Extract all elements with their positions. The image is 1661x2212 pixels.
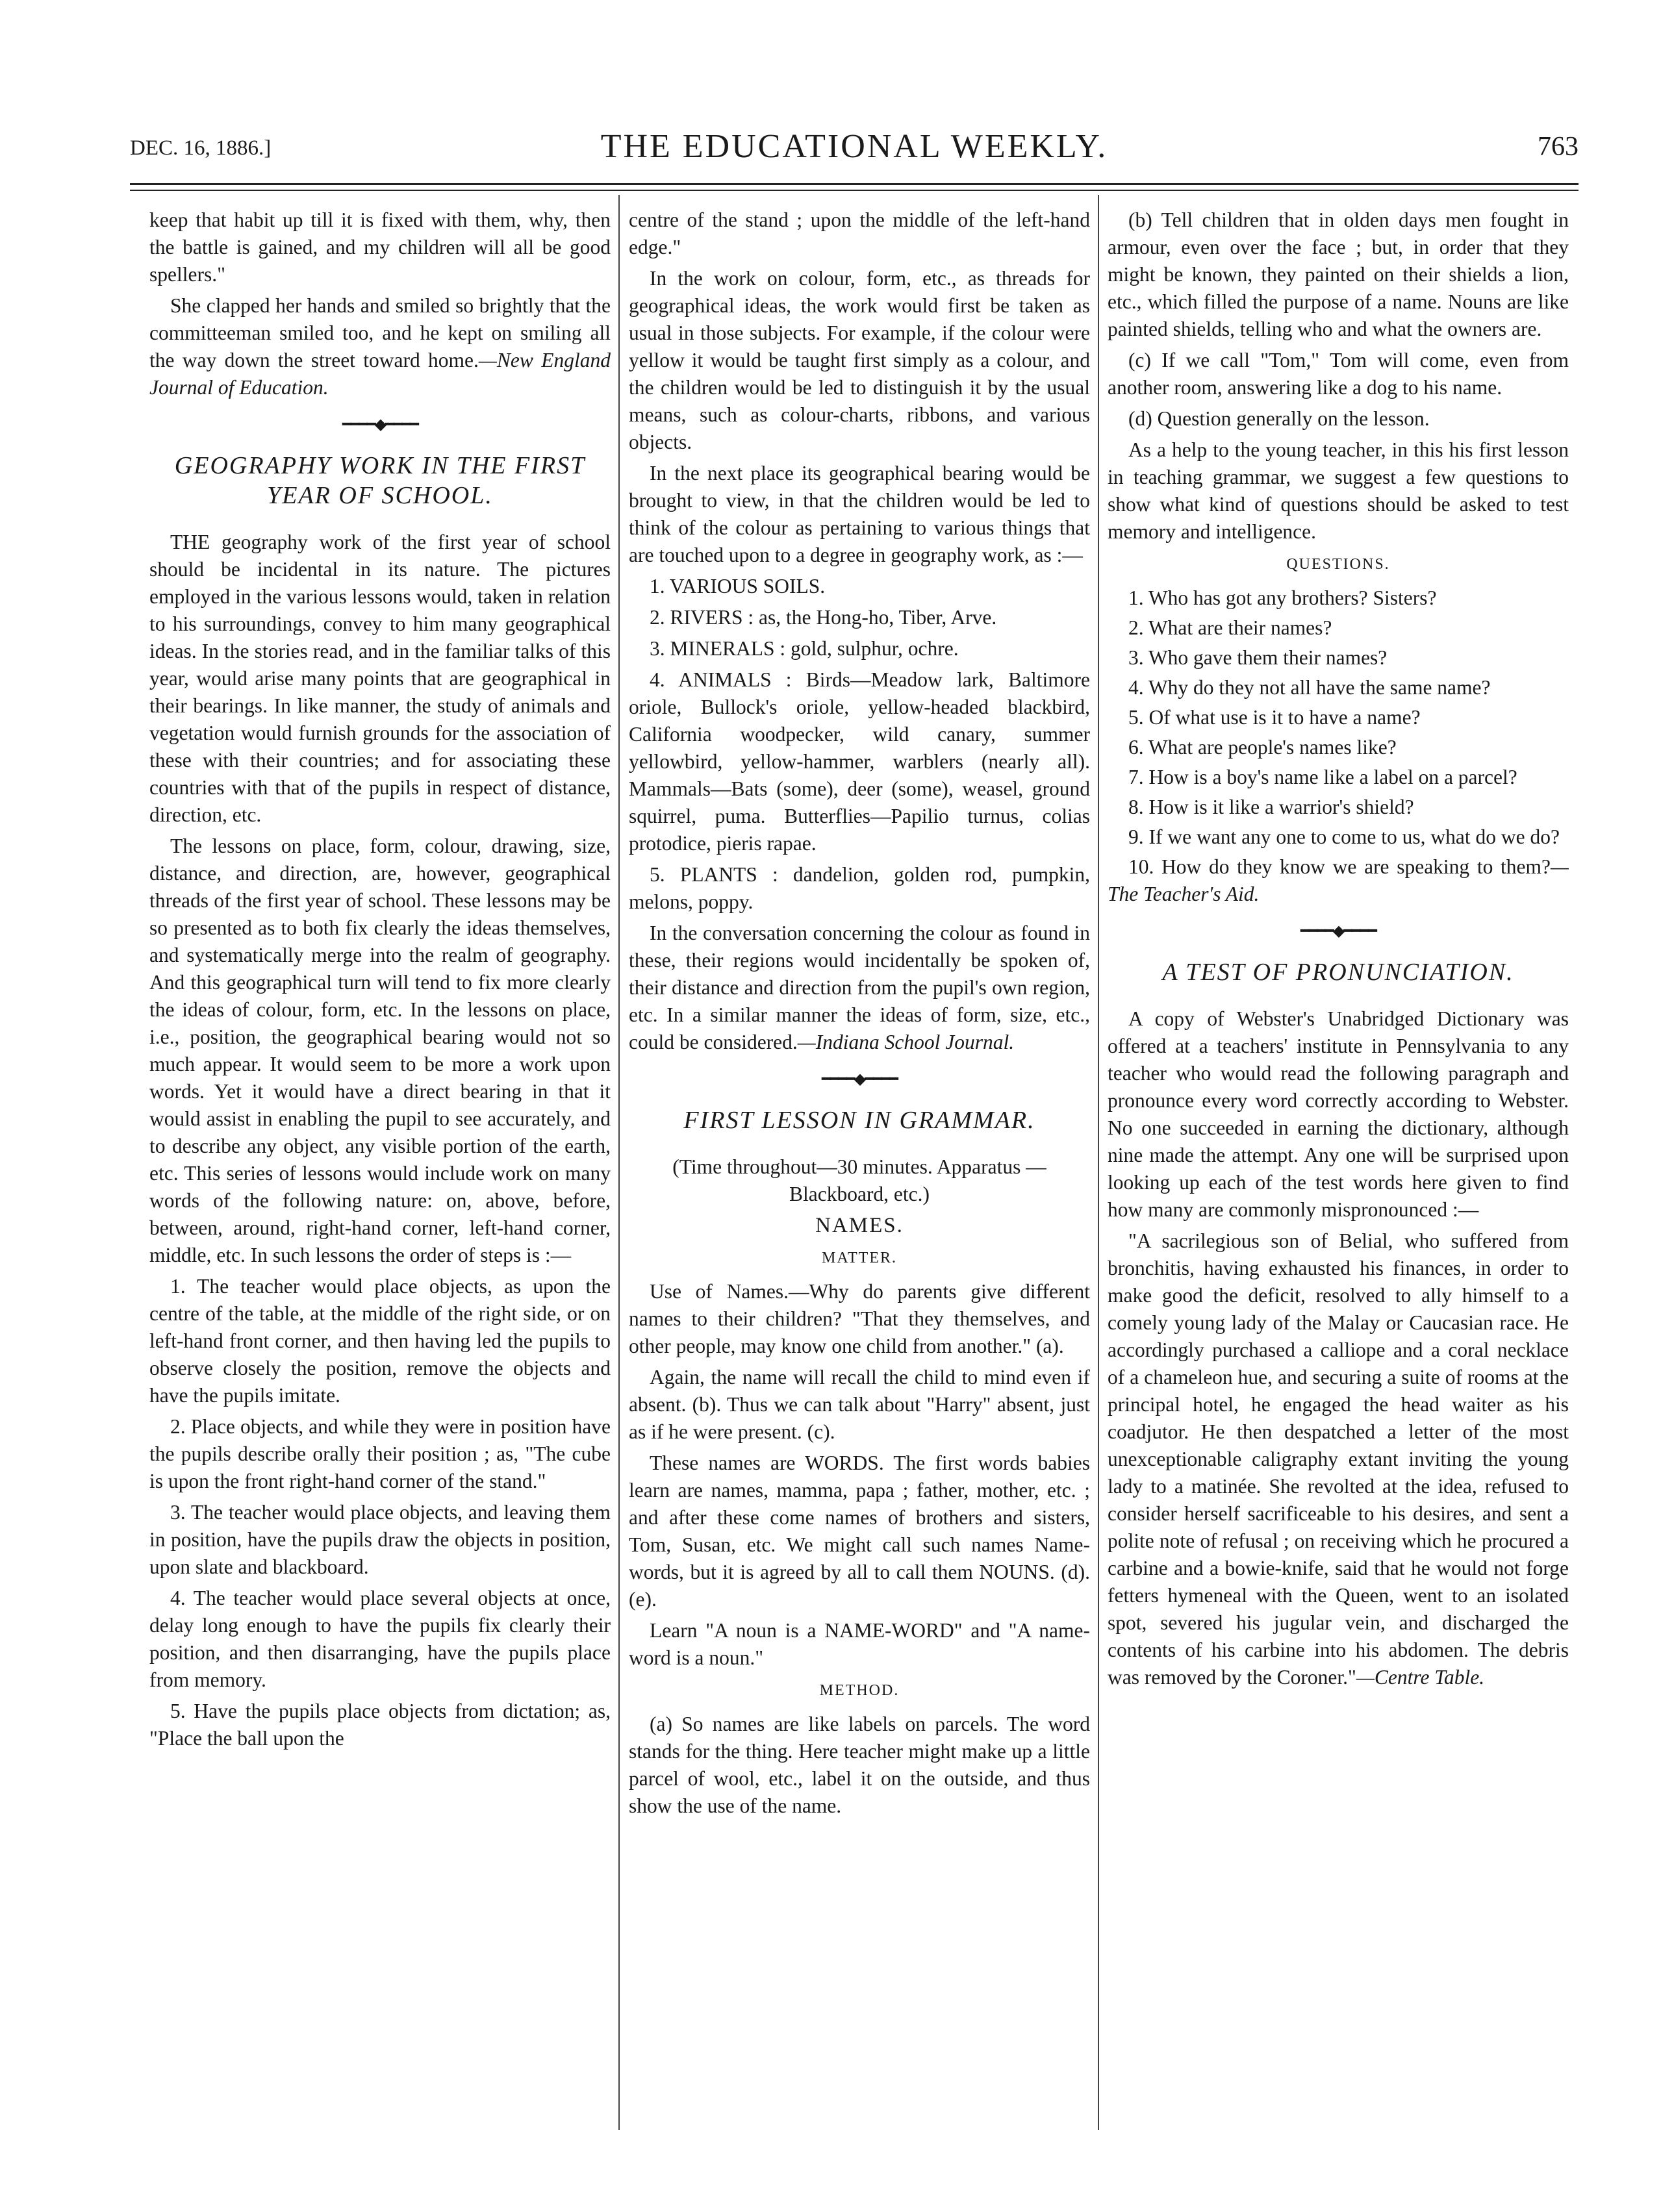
paragraph: Again, the name will recall the child to mind even if absent. (b). Thus we can talk about "Harry" absent, just as if he were present. (c). xyxy=(629,1366,1090,1443)
list-item: 6. What are people's names like? xyxy=(1128,736,1397,759)
questions-list xyxy=(1108,584,1569,908)
header-rule-top xyxy=(130,183,1579,185)
list-item: 2. RIVERS : as, the Hong-ho, Tiber, Arve. xyxy=(650,606,997,629)
list-item: 3. MINERALS : gold, sulphur, ochre. xyxy=(650,637,959,660)
subheading-matter: MATTER. xyxy=(822,1250,897,1266)
list-item: 3. Who gave them their names? xyxy=(1128,646,1388,669)
column-2 xyxy=(629,207,1090,2109)
paragraph: (a) So names are like labels on parcels. The word stands for the thing. Here teacher might make up a little parcel of wool, etc., label it on the outside, and thus show the use of the name. xyxy=(629,1713,1090,1817)
continued-paragraph: keep that habit up till it is fixed with them, why, then the battle is gained, and my children will all be good spellers." xyxy=(149,208,611,286)
column-3 xyxy=(1108,207,1569,2109)
question-text: 10. How do they know we are speaking to them? xyxy=(1128,855,1551,878)
list-item: 1. The teacher would place objects, as upon the centre of the table, at the middle of the right side, or on left-hand front corner, and then having led the pupils to observe closely the position, remove the objects and have the pupils imitate. xyxy=(149,1275,611,1407)
issue-date: DEC. 16, 1886.] xyxy=(130,136,272,160)
paragraph xyxy=(1108,1227,1569,1691)
subheading-questions: QUESTIONS. xyxy=(1286,556,1390,573)
source-credit: —Centre Table. xyxy=(1356,1666,1485,1689)
paragraph: (c) If we call "Tom," Tom will come, even from another room, answering like a dog to his name. xyxy=(1108,349,1569,399)
list-item: 2. Place objects, and while they were in position have the pupils describe orally their position ; as, "The cube is upon the front right-hand corner of the stand." xyxy=(149,1415,611,1492)
section-ornament: ━━━━◆━━━━ xyxy=(821,1071,898,1088)
paragraph: Use of Names.—Why do parents give different names to their children? "That they themselves, and other people, may know one child from another." (a). xyxy=(629,1280,1090,1357)
time-note: (Time throughout—30 minutes. Apparatus —Blackboard, etc.) xyxy=(672,1155,1046,1205)
subheading-method: METHOD. xyxy=(819,1682,900,1699)
header-rule-bottom xyxy=(130,190,1579,191)
list-item: 4. The teacher would place several objects at once, delay long enough to have the pupils fix clearly their position, and then disarranging, have the pupils place from memory. xyxy=(149,1587,611,1691)
continued-paragraph: centre of the stand ; upon the middle of the left-hand edge." xyxy=(629,208,1090,258)
section-ornament: ━━━━◆━━━━ xyxy=(1300,923,1376,940)
list-item xyxy=(1108,853,1569,908)
section-title-geography: GEOGRAPHY WORK IN THE FIRST YEAR OF SCHOOL. xyxy=(174,452,586,509)
paragraph-text: "A sacrilegious son of Belial, who suffered from bronchitis, having exhausted his finances, in order to make good the deficit, resolved to ally himself to a comely young lady of the Malay or Caucasian race. He accordingly purchased a calliope and a coral necklace of a chameleon hue, and securing a suite of rooms at the principal hotel, he engaged the head waiter as his coadjutor. He then despatched a letter of the most unexceptionable caligraphy extant inviting the young lady to a matinée. She revolted at the idea, refused to consider herself sacrificeable to his desires, and sent a polite note of refusal ; on receiving which he procured a carbine and a bowie-knife, said that he would not forge fetters hymeneal with the Queen, went to an isolated spot, severed his jugular vein, and discharged the contents of his carbine into his abdomen. The debris was removed by the Coroner." xyxy=(1108,1229,1569,1689)
list-item: 1. Who has got any brothers? Sisters? xyxy=(1128,586,1437,609)
list-item: 5. Have the pupils place objects from dictation; as, "Place the ball upon the xyxy=(149,1700,611,1750)
paragraph xyxy=(149,292,611,401)
section-title-pronunciation: A TEST OF PRONUNCIATION. xyxy=(1162,959,1514,986)
paragraph: In the next place its geographical bearing would be brought to view, in that the children would be led to think of the colour as pertaining to various things that are touched upon to a degree in geography work, as :— xyxy=(629,462,1090,566)
steps-list xyxy=(149,1273,611,1752)
list-item: 5. PLANTS : dandelion, golden rod, pumpkin, melons, poppy. xyxy=(629,863,1090,913)
list-item: 7. How is a boy's name like a label on a parcel? xyxy=(1128,766,1517,788)
list-item: 9. If we want any one to come to us, what do we do? xyxy=(1128,825,1560,848)
page-number: 763 xyxy=(1538,132,1579,162)
paragraph: In the work on colour, form, etc., as threads for geographical ideas, the work would first be taken as usual in those subjects. For example, if the colour were yellow it would be taught first simply as a colour, and the children would be led to distinguish it by the usual means, such as colour-charts, ribbons, and various objects. xyxy=(629,267,1090,453)
paragraph xyxy=(629,920,1090,1056)
paragraph: The lessons on place, form, colour, drawing, size, distance, and direction, are, however, geographical threads of the first year of school. These lessons may be so presented as to both fix clearly the ideas themselves, and systematically merge into the realm of geography. And this geographical turn will tend to fix more clearly the ideas of colour, form, etc. In the lessons on place, i.e., position, the geographical bearing would not so much appear. It would seem to be more a work upon words. Yet it would have a direct bearing in that it would assist in enabling the pupil to see accurately, and to describe any object, any visible portion of the earth, etc. This series of lessons would include work on many words of the following nature: on, above, before, between, around, right-hand corner, left-hand corner, middle, etc. In such lessons the order of steps is :— xyxy=(149,835,611,1266)
colour-items-list xyxy=(629,573,1090,916)
list-item: 5. Of what use is it to have a name? xyxy=(1128,706,1421,729)
paragraph-text: She clapped her hands and smiled so brightly that the committeeman smiled too, and he kept on smiling all the way down the street toward home. xyxy=(149,294,611,371)
publication-title: THE EDUCATIONAL WEEKLY. xyxy=(600,128,1108,165)
source-credit: —New England Journal of Education. xyxy=(149,349,611,399)
section-ornament: ━━━━◆━━━━ xyxy=(342,416,418,433)
column-divider-right xyxy=(1098,195,1099,2130)
list-item: 2. What are their names? xyxy=(1128,616,1332,639)
paragraph: THE geography work of the first year of school should be incidental in its nature. The pictures employed in the various lessons would, taken in relation to his surroundings, convey to him many geographical ideas. In the stories read, and in the familiar talks of this year, would arise many points that are geographical in their bearings. In like manner, the study of animals and vegetation would furnish grounds for the association of these with their countries; and for associating these countries with that of the pupils in respect of distance, direction, etc. xyxy=(149,531,611,826)
list-item: 4. ANIMALS : Birds—Meadow lark, Baltimore oriole, Bullock's oriole, yellow-headed blackbird, California woodpecker, wild canary, summer yellowbird, yellow-hammer, warblers (nearly all). Mammals—Bats (some), deer (some), weasel, ground squirrel, puma. Butterflies—Papilio turnus, colias protodice, pieris rapae. xyxy=(629,668,1090,855)
list-item: 8. How is it like a warrior's shield? xyxy=(1128,796,1414,818)
section-title-grammar: FIRST LESSON IN GRAMMAR. xyxy=(683,1107,1035,1134)
source-credit: —Indiana School Journal. xyxy=(797,1031,1015,1053)
page-header xyxy=(130,127,1579,173)
paragraph: (d) Question generally on the lesson. xyxy=(1128,407,1430,430)
paragraph: As a help to the young teacher, in this his first lesson in teaching grammar, we suggest a few questions to show what kind of questions should be asked to test memory and intelligence. xyxy=(1108,438,1569,543)
list-item: 1. VARIOUS SOILS. xyxy=(650,575,826,597)
paragraph: Learn "A noun is a NAME-WORD" and "A name-word is a noun." xyxy=(629,1619,1090,1669)
source-credit: —The Teacher's Aid. xyxy=(1108,855,1569,905)
paragraph: A copy of Webster's Unabridged Dictionary was offered at a teachers' institute in Pennsylvania to any teacher who would read the following paragraph and pronounce every word correctly according to Webster. No one succeeded in earning the dictionary, although nine made the attempt. Any one will be surprised upon looking up each of the test words here given to find how many are commonly mispronounced :— xyxy=(1108,1007,1569,1221)
paragraph: These names are WORDS. The first words babies learn are names, mamma, papa ; father, mother, etc. ; and after these come names of brothers and sisters, Tom, Susan, etc. We might call such names Name-words, but it is agreed by all to call them NOUNS. (d). (e). xyxy=(629,1452,1090,1611)
subheading-names: NAMES. xyxy=(815,1214,904,1237)
paragraph-text: In the conversation concerning the colour as found in these, their regions would incidentally be spoken of, their distance and direction from the pupil's own region, etc. In a similar manner the ideas of form, size, etc., could be considered. xyxy=(629,922,1090,1053)
list-item: 3. The teacher would place objects, and leaving them in position, have the pupils draw the objects in position, upon slate and blackboard. xyxy=(149,1501,611,1578)
column-1 xyxy=(149,207,611,2109)
list-item: 4. Why do they not all have the same name? xyxy=(1128,676,1491,699)
column-divider-left xyxy=(618,195,620,2130)
paragraph: (b) Tell children that in olden days men fought in armour, even over the face ; but, in order that they might be known, they painted on their shields a lion, etc., which filled the purpose of a name. Nouns are like painted shields, telling who and what the owners are. xyxy=(1108,208,1569,340)
